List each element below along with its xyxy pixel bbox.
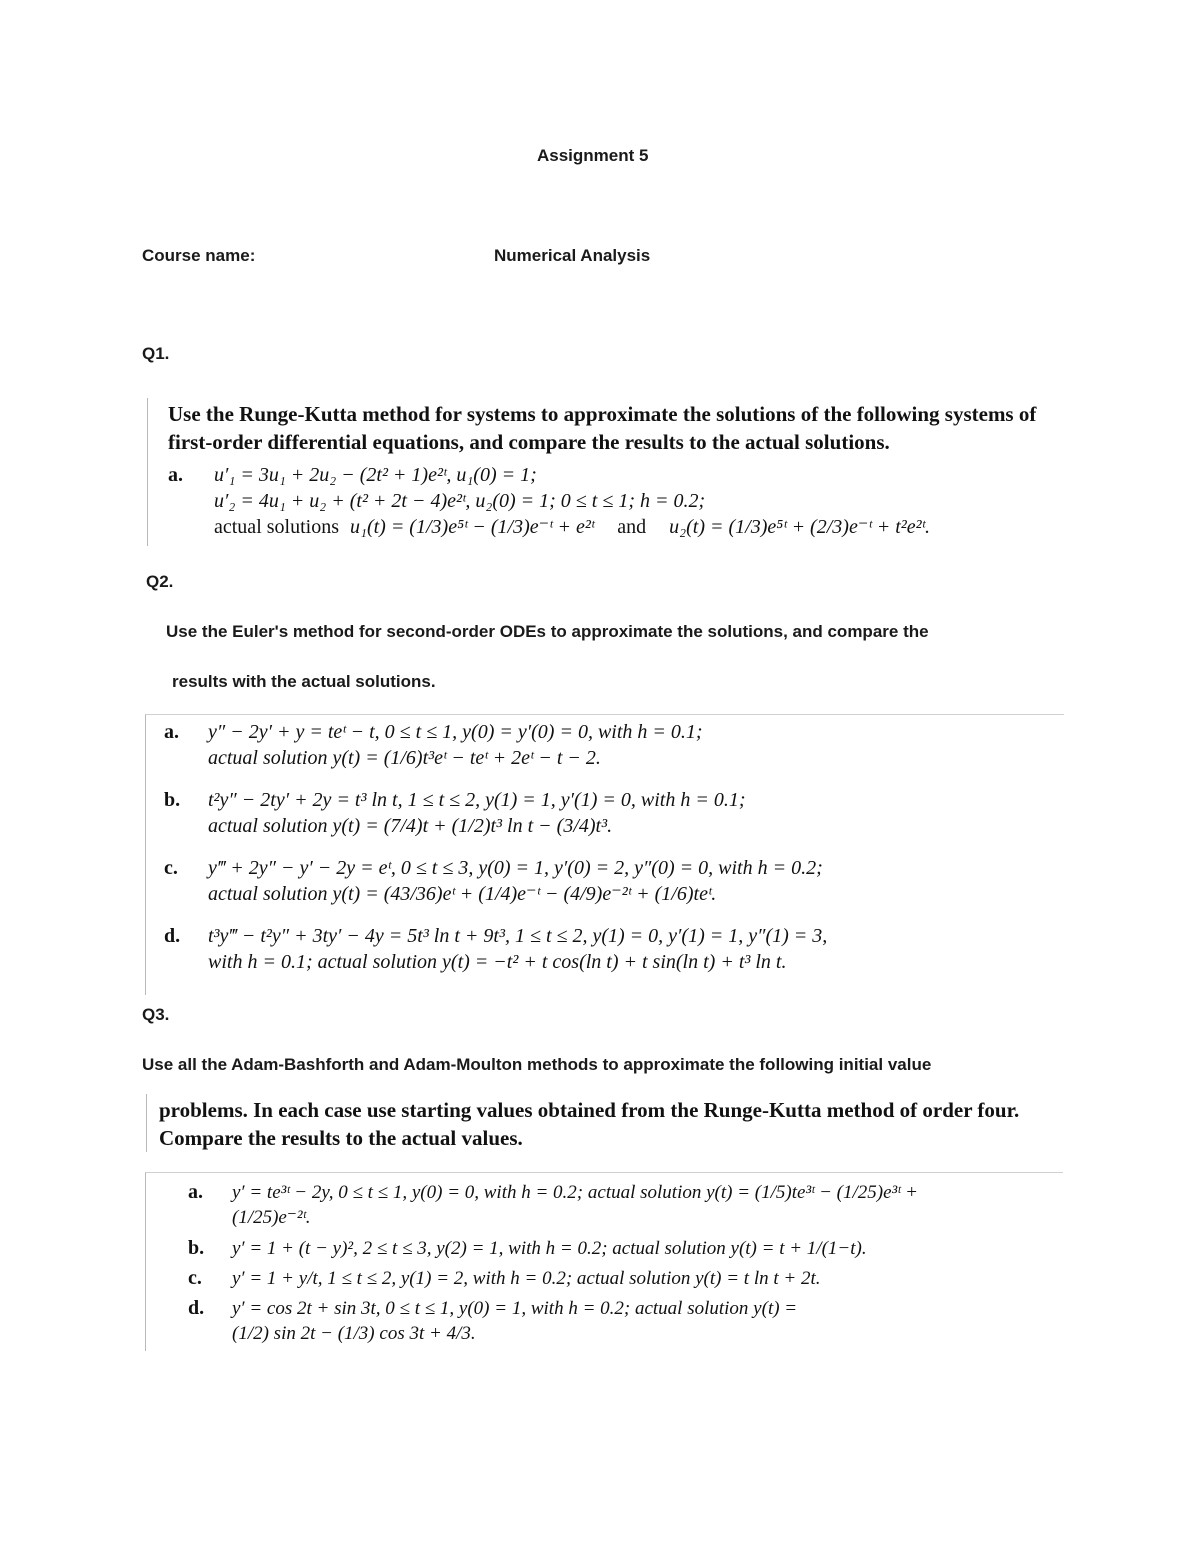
q3-item-d-line2: (1/2) sin 2t − (1/3) cos 3t + 4/3.	[232, 1323, 476, 1344]
q3-intro-line1: Use all the Adam-Bashforth and Adam-Moulton methods to approximate the following initial value	[142, 1055, 932, 1074]
q2-item-c-label: c.	[164, 857, 178, 879]
q2-item-c	[164, 855, 1064, 911]
q1-item-a-label: a.	[168, 464, 183, 486]
q2-item-a-line2: actual solution y(t) = (1/6)t³eᵗ − teᵗ + 2eᵗ − t − 2.	[208, 747, 601, 769]
q1-item-a-line3	[214, 514, 930, 541]
q3-item-c	[188, 1265, 1058, 1293]
q3-item-c-label: c.	[188, 1267, 202, 1289]
q2-item-b-line1: t²y″ − 2ty′ + 2y = t³ ln t, 1 ≤ t ≤ 2, y(1) = 1, y′(1) = 0, with h = 0.1;	[208, 789, 746, 811]
q1-item-a-line2: u′₂ = 4u₁ + u₂ + (t² + 2t − 4)e²ᵗ, u₂(0) = 1; 0 ≤ t ≤ 1; h = 0.2;	[214, 490, 706, 512]
q2-item-b-line2: actual solution y(t) = (7/4)t + (1/2)t³ ln t − (3/4)t³.	[208, 815, 613, 837]
q3-item-b	[188, 1235, 1058, 1263]
q3-item-d-line1: y′ = cos 2t + sin 3t, 0 ≤ t ≤ 1, y(0) = 1, with h = 0.2; actual solution y(t) =	[232, 1298, 798, 1319]
q3-item-a-label: a.	[188, 1181, 203, 1203]
q3-item-b-label: b.	[188, 1237, 205, 1259]
q3-intro-block	[146, 1094, 1063, 1152]
q2-intro-line2: results with the actual solutions.	[172, 672, 436, 691]
q1-item-a-and: and	[617, 516, 647, 538]
q3-block	[145, 1172, 1063, 1351]
q1-block	[147, 398, 1068, 546]
q3-intro-line2: problems. In each case use starting values obtained from the Runge-Kutta method of order four.	[159, 1098, 1020, 1122]
q1-intro-line2: first-order differential equations, and compare the results to the actual solutions.	[168, 430, 890, 454]
q1-item-a-u2: u₂(t) = (1/3)e⁵ᵗ + (2/3)e⁻ᵗ + t²e²ᵗ.	[669, 516, 931, 538]
course-label: Course name:	[142, 246, 256, 265]
q3-item-a-line1: y′ = te³ᵗ − 2y, 0 ≤ t ≤ 1, y(0) = 0, with h = 0.2; actual solution y(t) = (1/5)te³ᵗ − (1/25)e³ᵗ +	[232, 1182, 918, 1203]
q2-item-b-label: b.	[164, 789, 181, 811]
q1-item-a-line1: u′₁ = 3u₁ + 2u₂ − (2t² + 1)e²ᵗ, u₁(0) = 1;	[214, 464, 537, 486]
q2-item-c-line2: actual solution y(t) = (43/36)eᵗ + (1/4)e⁻ᵗ − (4/9)e⁻²ᵗ + (1/6)teᵗ.	[208, 883, 717, 905]
q2-label: Q2.	[146, 572, 174, 591]
course-value: Numerical Analysis	[494, 246, 651, 265]
q2-item-a-label: a.	[164, 721, 179, 743]
q1-item-a	[168, 462, 1058, 546]
q3-intro-line3: Compare the results to the actual values.	[159, 1126, 523, 1150]
q3-label: Q3.	[142, 1005, 170, 1024]
q3-item-c-line1: y′ = 1 + y/t, 1 ≤ t ≤ 2, y(1) = 2, with h = 0.2; actual solution y(t) = t ln t + 2t.	[232, 1268, 821, 1289]
q1-intro-line1: Use the Runge-Kutta method for systems to approximate the solutions of the following systems of	[168, 402, 1037, 426]
q2-item-a	[164, 719, 1064, 775]
q2-block	[145, 714, 1064, 995]
q3-item-a-line2: (1/25)e⁻²ᵗ.	[232, 1207, 311, 1228]
q2-intro-line1: Use the Euler's method for second-order ODEs to approximate the solutions, and compare the	[166, 622, 929, 641]
q2-item-c-line1: y‴ + 2y″ − y′ − 2y = eᵗ, 0 ≤ t ≤ 3, y(0) = 1, y′(0) = 2, y″(0) = 0, with h = 0.2;	[208, 857, 823, 879]
q2-item-d	[164, 923, 1064, 979]
q1-item-a-prefix: actual solutions	[214, 516, 339, 538]
q2-item-d-label: d.	[164, 925, 181, 947]
q2-item-b	[164, 787, 1064, 843]
q2-item-d-line1: t³y‴ − t²y″ + 3ty′ − 4y = 5t³ ln t + 9t³, 1 ≤ t ≤ 2, y(1) = 0, y′(1) = 1, y″(1) = 3,	[208, 925, 828, 947]
q1-label: Q1.	[142, 344, 170, 363]
q3-item-b-line1: y′ = 1 + (t − y)², 2 ≤ t ≤ 3, y(2) = 1, with h = 0.2; actual solution y(t) = t + 1/(1−t).	[232, 1238, 867, 1259]
q3-item-a	[188, 1179, 1058, 1231]
q3-item-d	[188, 1295, 1058, 1349]
q2-item-d-line2: with h = 0.1; actual solution y(t) = −t² + t cos(ln t) + t sin(ln t) + t³ ln t.	[208, 951, 787, 973]
q3-item-d-label: d.	[188, 1297, 205, 1319]
q2-item-a-line1: y″ − 2y′ + y = teᵗ − t, 0 ≤ t ≤ 1, y(0) = y′(0) = 0, with h = 0.1;	[208, 721, 703, 743]
page-title: Assignment 5	[537, 146, 649, 165]
q1-item-a-u1: u₁(t) = (1/3)e⁵ᵗ − (1/3)e⁻ᵗ + e²ᵗ	[349, 516, 595, 538]
